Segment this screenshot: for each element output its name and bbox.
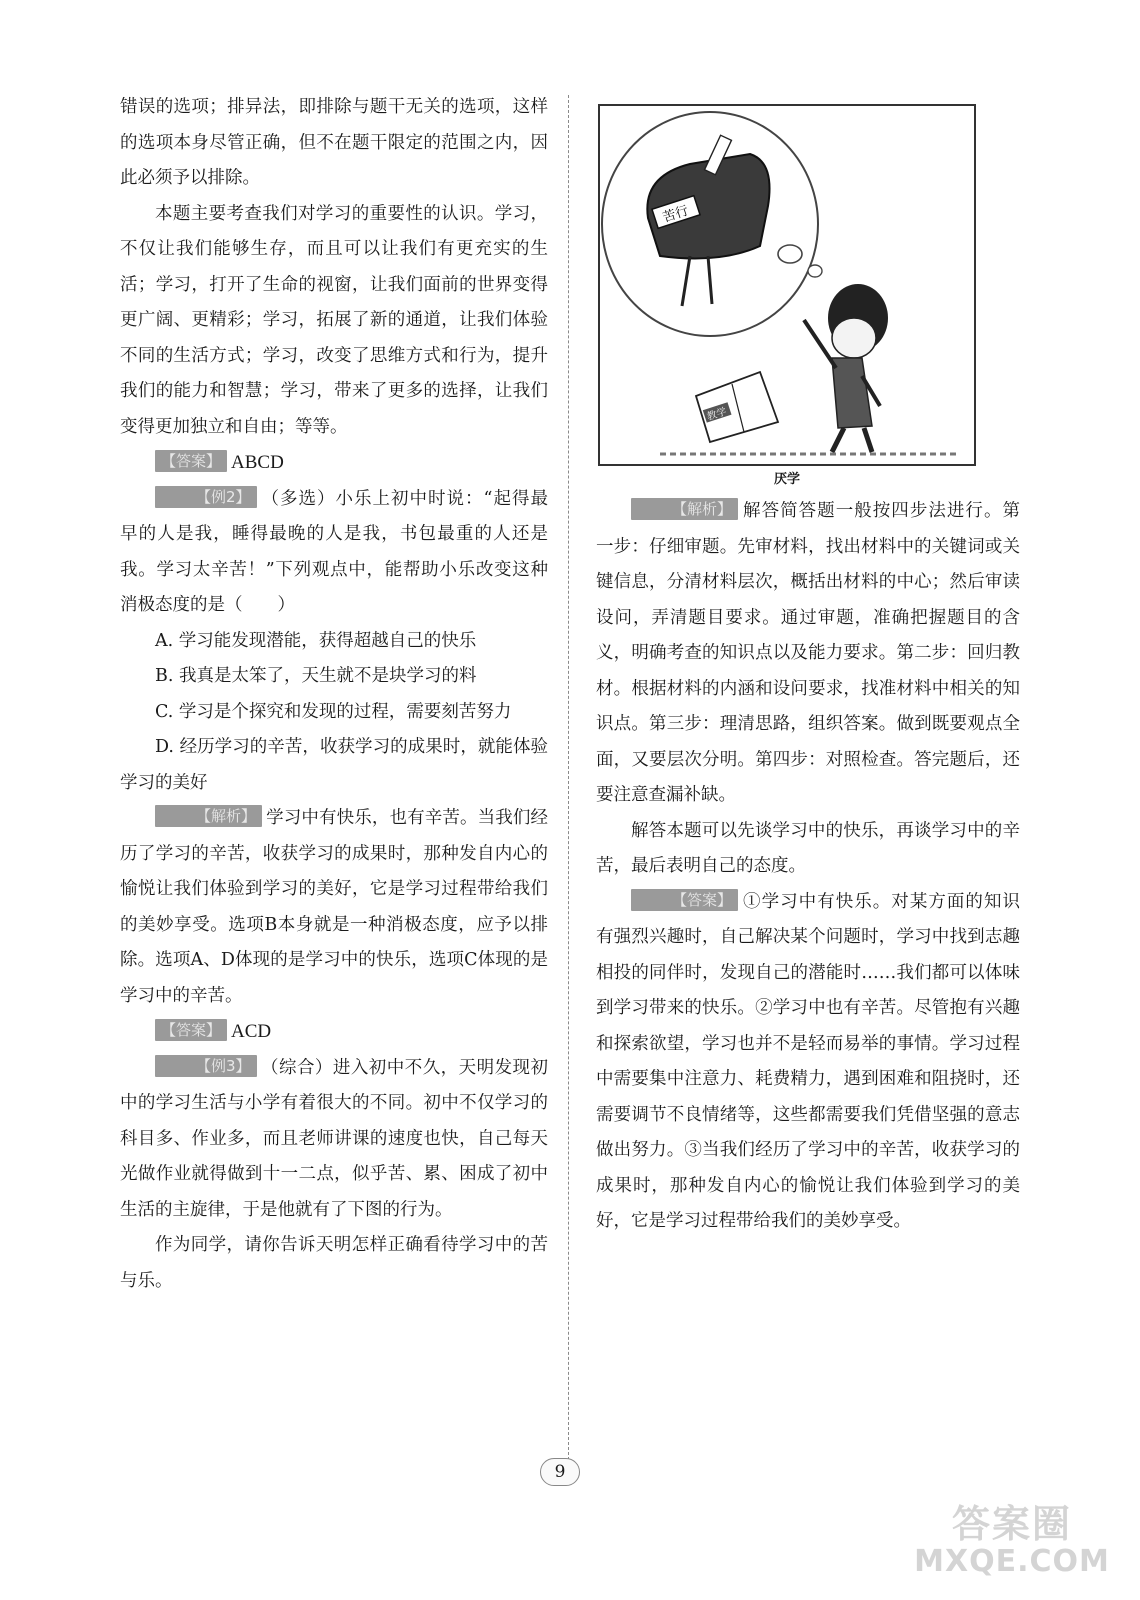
column-divider — [568, 95, 569, 1465]
option-d: D. 经历学习的辛苦，收获学习的成果时，就能体验学习的美好 — [120, 737, 548, 793]
watermark-line-1: 答案圈 — [951, 1502, 1072, 1546]
answer-2 — [155, 1014, 548, 1051]
analysis-2 — [120, 801, 548, 1014]
bag-label-text: 苦行 — [661, 203, 691, 226]
book-label-text: 教学 — [705, 406, 729, 424]
analysis-tag: 【解析】 — [631, 498, 738, 520]
comic-illustration — [598, 104, 976, 466]
answer-tag: 【答案】 — [631, 889, 738, 911]
option-c: C. 学习是个探究和发现的过程，需要刻苦努力 — [155, 701, 512, 722]
answer-3-text: ①学习中有快乐。对某方面的知识有强烈兴趣时，自己解决某个问题时，学习中找到志趣相投的同伴时，发现自己的潜能时……我们都可以体味到学习带来的快乐。②学习中也有辛苦。尽管抱有兴趣和探索欲望，学习也并不是轻而易举的事情。学习过程中需要集中注意力、耗费精力，遇到困难和阻挠时，还需要调节不良情绪等，这些都需要我们凭借坚强的意志做出努力。③当我们经历了学习中的辛苦，收获学习的成果时，那种发自内心的愉悦让我们体验到学习的美好，它是学习过程带给我们的美妙享受。 — [596, 891, 1020, 1231]
analysis-3 — [596, 494, 1020, 814]
right-column — [596, 90, 1020, 1240]
left-column — [120, 90, 548, 1299]
thought-bubble-dot-small — [808, 265, 822, 277]
paragraph-option-explanation: 错误的选项；排异法，即排除与题干无关的选项，这样的选项本身尽管正确，但不在题干限定的范围之内，因此必须予以排除。 — [120, 97, 548, 188]
example-tag: 【例3】 — [155, 1055, 257, 1077]
analysis-2-text: 学习中有快乐，也有辛苦。当我们经历了学习的辛苦，收获学习的成果时，那种发自内心的愉悦让我们体验到学习的美好，它是学习过程带给我们的美妙享受。选项B本身就是一种消极态度，应予以排除。选项A、D体现的是学习中的快乐，选项C体现的是学习中的辛苦。 — [120, 808, 548, 1006]
answer-3 — [596, 885, 1020, 1240]
example-tag: 【例2】 — [155, 486, 257, 508]
option-b: B. 我真是太笨了，天生就不是块学习的料 — [155, 666, 477, 686]
answer-2-value: ACD — [231, 1021, 272, 1042]
comic-drawing — [600, 106, 974, 464]
example-3-text: （综合）进入初中不久，天明发现初中的学习生活与小学有着很大的不同。初中不仅学习的科目多、作业多，而且老师讲课的速度也快，自己每天光做作业就得做到十一二点，似乎苦、累、困成了初中生活的主旋律，于是他就有了下图的行为。 — [120, 1057, 548, 1220]
example-2-text: （多选）小乐上初中时说：“起得最早的人是我，睡得最晚的人是我，书包最重的人还是我。学习太辛苦！”下列观点中，能帮助小乐改变这种消极态度的是（ ） — [120, 488, 548, 615]
answer-tag: 【答案】 — [155, 1019, 227, 1041]
question-3: 作为同学，请你告诉天明怎样正确看待学习中的苦与乐。 — [120, 1235, 548, 1291]
answer-tag: 【答案】 — [155, 450, 227, 472]
answer-1-value: ABCD — [231, 452, 284, 473]
analysis-3-text: 解答简答题一般按四步法进行。第一步：仔细审题。先审材料，找出材料中的关键词或关键信息，分清材料层次，概括出材料的中心；然后审读设问，弄清题目要求。通过审题，准确把握题目的含义，明确考查的知识点以及能力要求。第二步：回归教材。根据材料的内涵和设问要求，找准材料中相关的知识点。第三步：理清思路，组织答案。做到既要观点全面，又要层次分明。第四步：对照检查。答完题后，还要注意查漏补缺。 — [596, 501, 1020, 805]
analysis-tag: 【解析】 — [155, 805, 262, 827]
example-2-question — [120, 482, 548, 624]
thought-bubble-dot-large — [778, 245, 802, 263]
page-number-value: 9 — [540, 1458, 581, 1486]
comic-caption: 厌学 — [773, 472, 800, 487]
example-3-question — [120, 1051, 548, 1229]
watermark — [902, 1502, 1122, 1578]
watermark-line-2: MXQE.COM — [914, 1544, 1110, 1579]
analysis-3-summary: 解答本题可以先谈学习中的快乐，再谈学习中的辛苦，最后表明自己的态度。 — [596, 820, 1020, 876]
boy-face — [832, 318, 876, 358]
page-number — [510, 1458, 610, 1486]
paragraph-importance-of-learning: 本题主要考查我们对学习的重要性的认识。学习，不仅让我们能够生存，而且可以让我们有更充实的生活；学习，打开了生命的视窗，让我们面前的世界变得更广阔、更精彩；学习，拓展了新的通道，让我们体验不同的生活方式；学习，改变了思维方式和行为，提升我们的能力和智慧；学习，带来了更多的选择，让我们变得更加独立和自由；等等。 — [120, 203, 548, 437]
option-a: A. 学习能发现潜能，获得超越自己的快乐 — [155, 630, 477, 651]
answer-1 — [155, 445, 548, 482]
